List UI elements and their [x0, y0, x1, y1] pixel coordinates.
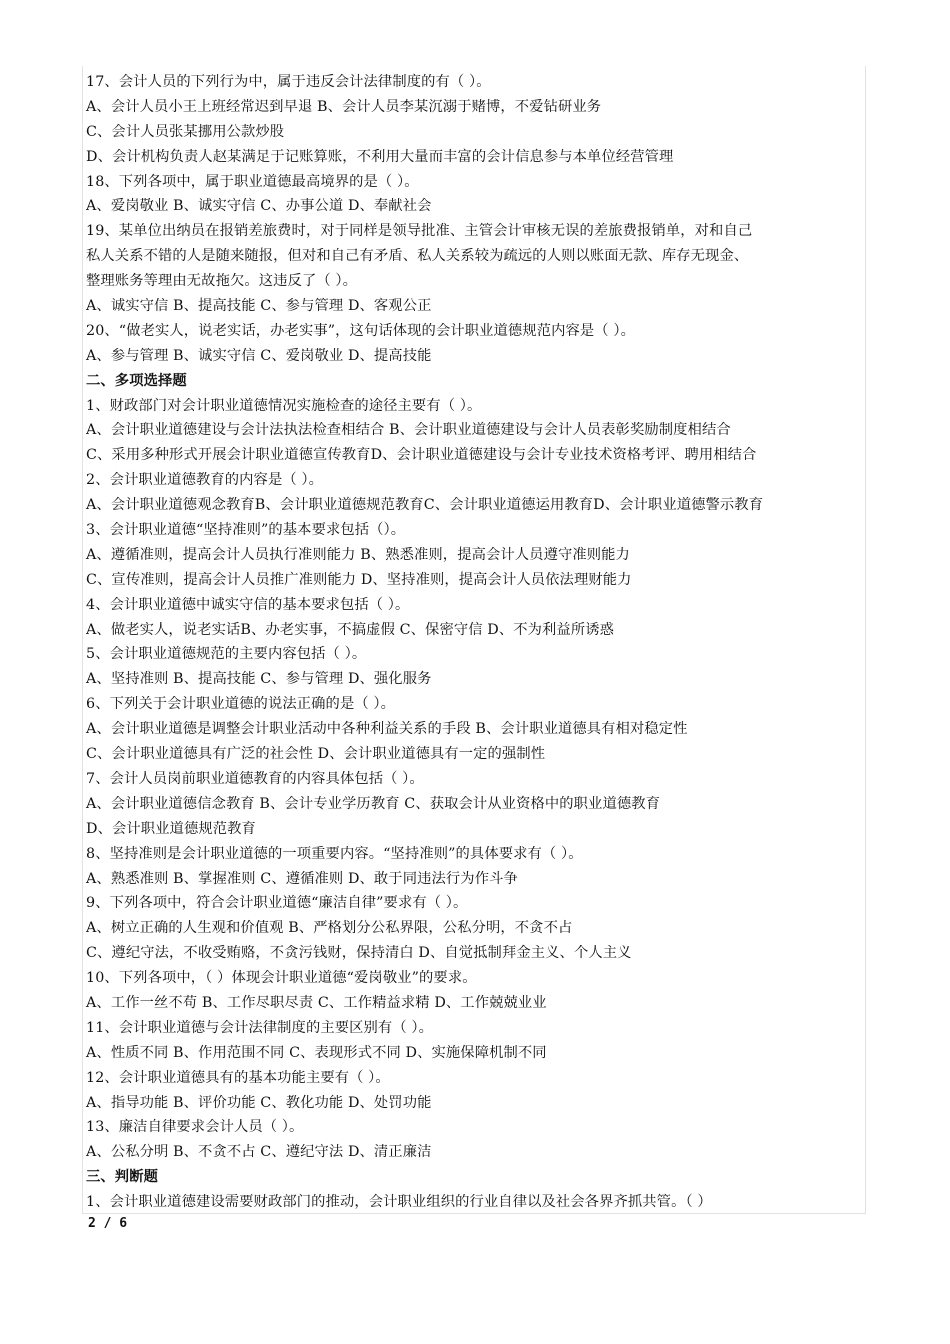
- text-line: A、工作一丝不苟 B、工作尽职尽责 C、工作精益求精 D、工作兢兢业业: [86, 994, 547, 1011]
- document-body: [86, 70, 868, 1215]
- text-line: 12、会计职业道德具有的基本功能主要有（ ）。: [86, 1069, 390, 1086]
- text-line: 5、会计职业道德规范的主要内容包括（ ）。: [86, 646, 367, 663]
- text-line: A、诚实守信 B、提高技能 C、参与管理 D、客观公正: [86, 298, 432, 315]
- text-line: 整理账务等理由无故拖欠。这违反了（ ）。: [86, 273, 358, 290]
- text-line: A、遵循准则，提高会计人员执行准则能力 B、熟悉准则，提高会计人员遵守准则能力: [86, 546, 630, 563]
- text-line: 17、会计人员的下列行为中，属于违反会计法律制度的有（ ）。: [86, 74, 491, 90]
- text-line: 13、廉洁自律要求会计人员（ ）。: [86, 1119, 304, 1136]
- text-line: C、会计职业道德具有广泛的社会性 D、会计职业道德具有一定的强制性: [86, 746, 546, 763]
- text-line: A、公私分明 B、不贪不占 C、遵纪守法 D、清正廉洁: [86, 1144, 432, 1161]
- section-heading: 二、多项选择题: [86, 372, 187, 389]
- text-line: 私人关系不错的人是随来随报，但对和自己有矛盾、私人关系较为疏远的人则以账面无款、库存无现金、: [86, 248, 749, 265]
- text-line: 6、下列关于会计职业道德的说法正确的是（ ）。: [86, 696, 396, 713]
- text-line: 18、下列各项中，属于职业道德最高境界的是（ ）。: [86, 173, 419, 190]
- text-line: A、树立正确的人生观和价值观 B、严格划分公私界限，公私分明，不贪不占: [86, 920, 573, 937]
- text-line: 1、财政部门对会计职业道德情况实施检查的途径主要有（ ）。: [86, 397, 482, 414]
- text-line: A、参与管理 B、诚实守信 C、爱岗敬业 D、提高技能: [86, 347, 432, 364]
- text-line: A、会计职业道德建设与会计法执法检查相结合 B、会计职业道德建设与会计人员表彰奖励制度相结合: [86, 422, 731, 439]
- text-line: 1、会计职业道德建设需要财政部门的推动，会计职业组织的行业自律以及社会各界齐抓共管。（ ）: [86, 1194, 712, 1211]
- text-line: 20、“做老实人，说老实话，办老实事”，这句话体现的会计职业道德规范内容是（ ）。: [86, 322, 635, 339]
- text-line: A、坚持准则 B、提高技能 C、参与管理 D、强化服务: [86, 671, 432, 688]
- text-line: 9、下列各项中，符合会计职业道德“廉洁自律”要求有（ ）。: [86, 895, 468, 912]
- text-line: A、会计职业道德观念教育B、会计职业道德规范教育C、会计职业道德运用教育D、会计职业道德警示教育: [86, 497, 764, 514]
- text-line: 7、会计人员岗前职业道德教育的内容具体包括（ ）。: [86, 770, 424, 787]
- text-line: A、会计职业道德是调整会计职业活动中各种利益关系的手段 B、会计职业道德具有相对稳定性: [86, 721, 688, 738]
- page-number: 2 / 6: [88, 1216, 128, 1231]
- text-line: 8、坚持准则是会计职业道德的一项重要内容。“坚持准则”的具体要求有（ ）。: [86, 845, 583, 862]
- text-line: 11、会计职业道德与会计法律制度的主要区别有（ ）。: [86, 1019, 434, 1036]
- text-line: D、会计机构负责人赵某满足于记账算账，不利用大量而丰富的会计信息参与本单位经营管理: [86, 148, 674, 165]
- section-heading: 三、判断题: [86, 1169, 158, 1186]
- text-line: 10、下列各项中，（ ）体现会计职业道德“爱岗敬业”的要求。: [86, 970, 477, 987]
- text-line: A、指导功能 B、评价功能 C、教化功能 D、处罚功能: [86, 1094, 432, 1111]
- text-line: A、会计人员小王上班经常迟到早退 B、会计人员李某沉溺于赌博，不爱钻研业务: [86, 98, 602, 115]
- text-line: 4、会计职业道德中诚实守信的基本要求包括（ ）。: [86, 596, 410, 613]
- text-line: C、会计人员张某挪用公款炒股: [86, 123, 285, 140]
- text-line: D、会计职业道德规范教育: [86, 820, 256, 837]
- text-line: A、会计职业道德信念教育 B、会计专业学历教育 C、获取会计从业资格中的职业道德教育: [86, 795, 661, 812]
- text-line: A、性质不同 B、作用范围不同 C、表现形式不同 D、实施保障机制不同: [86, 1044, 547, 1061]
- text-line: A、熟悉准则 B、掌握准则 C、遵循准则 D、敢于同违法行为作斗争: [86, 870, 518, 887]
- text-line: C、宣传准则，提高会计人员推广准则能力 D、坚持准则，提高会计人员依法理财能力: [86, 571, 632, 588]
- text-line: A、爱岗敬业 B、诚实守信 C、办事公道 D、奉献社会: [86, 198, 432, 215]
- text-line: 19、某单位出纳员在报销差旅费时，对于同样是领导批准、主管会计审核无误的差旅费报销单，对和自己: [86, 223, 753, 240]
- text-line: C、采用多种形式开展会计职业道德宣传教育D、会计职业道德建设与会计专业技术资格考评、聘用相结合: [86, 447, 757, 464]
- text-line: A、做老实人，说老实话B、办老实事，不搞虚假 C、保密守信 D、不为利益所诱惑: [86, 621, 615, 638]
- text-line: C、遵纪守法，不收受贿赂，不贪污钱财，保持清白 D、自觉抵制拜金主义、个人主义: [86, 945, 632, 962]
- text-line: 3、会计职业道德“坚持准则”的基本要求包括（）。: [86, 522, 406, 539]
- text-line: 2、会计职业道德教育的内容是（ ）。: [86, 472, 324, 489]
